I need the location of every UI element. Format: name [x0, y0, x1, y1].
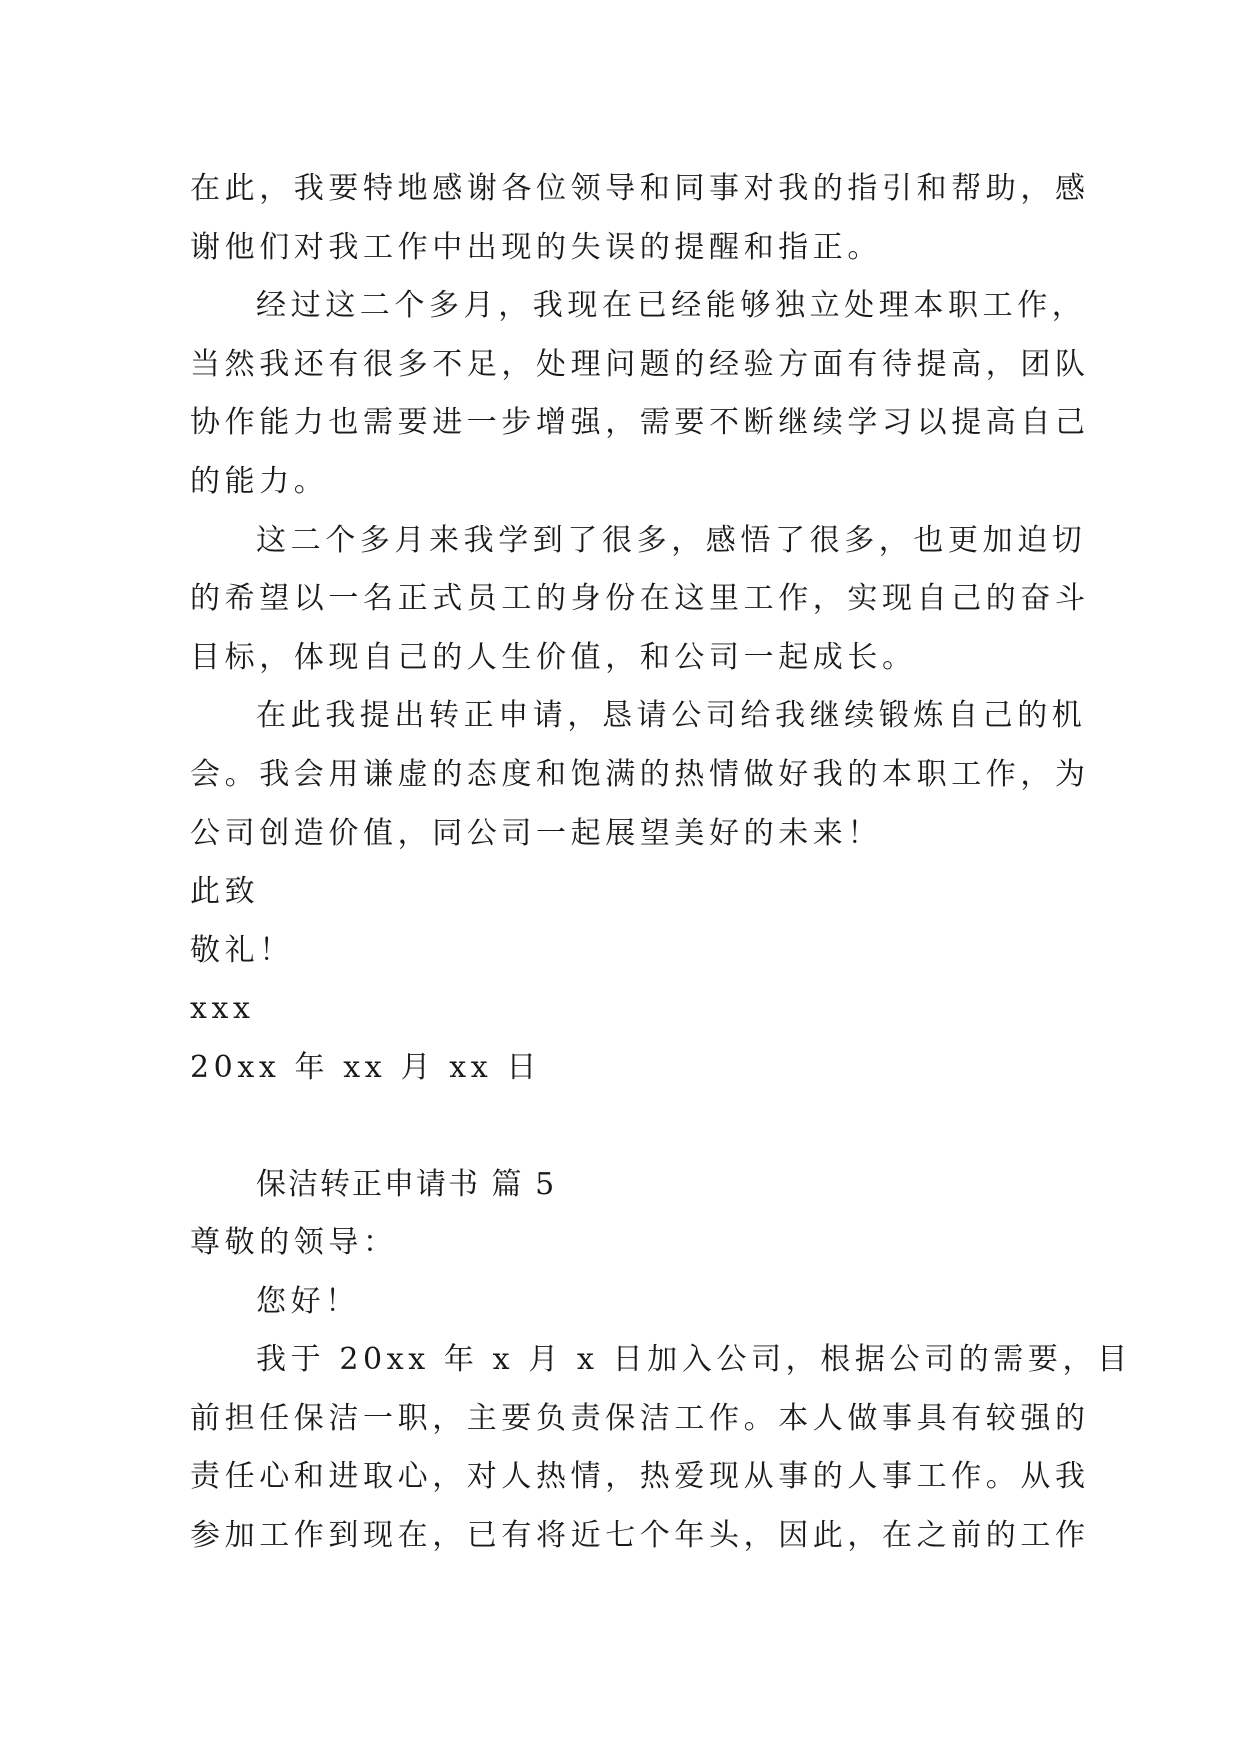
paragraph-line: 这二个多月来我学到了很多，感悟了很多，也更加迫切	[256, 522, 1087, 558]
paragraph-line: 会。我会用谦虚的态度和饱满的热情做好我的本职工作，为	[190, 756, 1090, 792]
greeting-line: 您好！	[256, 1283, 360, 1319]
signature-date: 20xx 年 xx 月 xx 日	[190, 1049, 541, 1085]
document-page	[190, 160, 1132, 1566]
closing-line: 此致	[190, 874, 260, 910]
section-heading: 保洁转正申请书 篇 5	[256, 1166, 557, 1202]
paragraph-line: 公司创造价值，同公司一起展望美好的未来！	[190, 815, 882, 851]
paragraph-line: 在此我提出转正申请，恳请公司给我继续锻炼自己的机	[256, 698, 1087, 734]
paragraph-line: 的希望以一名正式员工的身份在这里工作，实现自己的奋斗	[190, 581, 1090, 617]
paragraph-line: 参加工作到现在，已有将近七个年头，因此，在之前的工作	[190, 1518, 1090, 1554]
paragraph-line: 的能力。	[190, 463, 329, 499]
paragraph-line: 在此，我要特地感谢各位领导和同事对我的指引和帮助，感	[190, 171, 1090, 206]
paragraph-line: 目标，体现自己的人生价值，和公司一起成长。	[190, 639, 917, 675]
paragraph-line: 协作能力也需要进一步增强，需要不断继续学习以提高自己	[190, 405, 1090, 441]
section-gap	[190, 1098, 1060, 1156]
signature-name: xxx	[190, 991, 255, 1027]
paragraph-line: 责任心和进取心，对人热情，热爱现从事的人事工作。从我	[190, 1459, 1090, 1495]
addressee-line: 尊敬的领导：	[190, 1225, 398, 1261]
paragraph-line: 经过这二个多月，我现在已经能够独立处理本职工作，	[256, 288, 1087, 324]
paragraph-line: 谢他们对我工作中出现的失误的提醒和指正。	[190, 229, 882, 265]
salutation-line: 敬礼！	[190, 932, 294, 968]
paragraph-line: 前担任保洁一职，主要负责保洁工作。本人做事具有较强的	[190, 1400, 1090, 1436]
paragraph-line: 我于 20xx 年 x 月 x 日加入公司，根据公司的需要，目	[256, 1342, 1132, 1378]
paragraph-line: 当然我还有很多不足，处理问题的经验方面有待提高，团队	[190, 346, 1090, 382]
